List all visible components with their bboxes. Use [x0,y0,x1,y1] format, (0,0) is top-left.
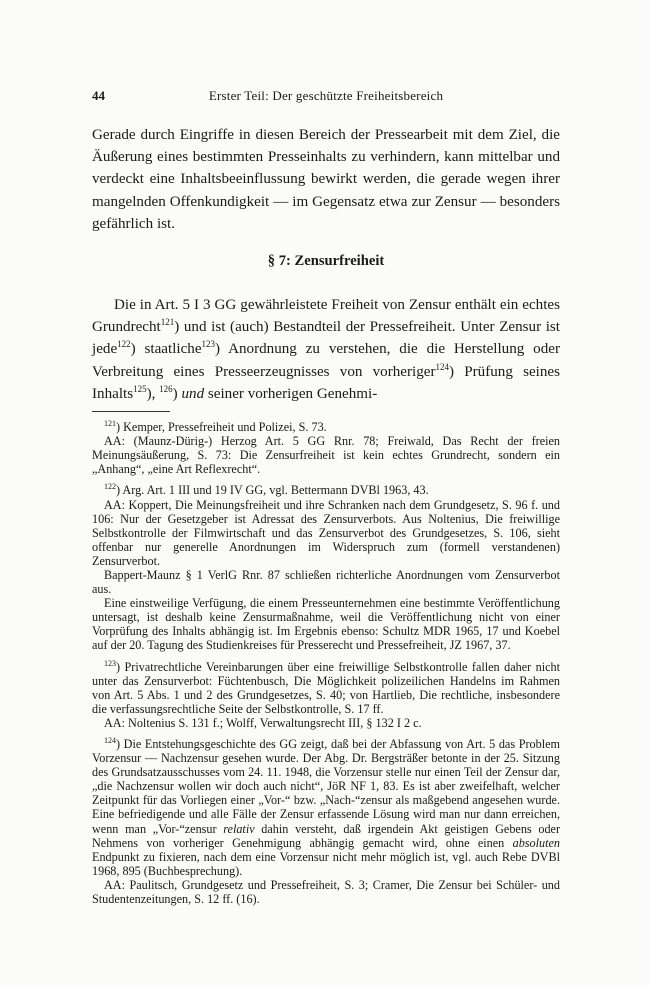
footnote-text: dahin versteht, daß irgendein Akt geistigen Gebens oder Nehmens von vorheriger Genehmigung abhängig gemacht wird, ohne einen [92,821,560,850]
book-page [92,88,560,913]
footnote-text: ) Arg. Art. 1 III und 19 IV GG, vgl. Bettermann DVBl 1963, 43. [116,483,429,498]
footnote-number: 121 [104,419,116,429]
section-heading: § 7: Zensurfreiheit [267,253,385,270]
paragraph-text: Die in Art. 5 I 3 GG gewährleistete Freiheit von Zensur enthält ein echtes Grundrecht [92,297,560,336]
footnote-ref: 124 [435,361,449,372]
emphasis-text: relativ [223,821,255,836]
footnote-number: 122 [104,482,116,492]
footnote-124 [92,737,560,906]
paragraph-text: ) Anordnung zu verstehen, die die Herstellung oder Verbreitung eines Presseerzeugnisses von vorheriger [92,341,560,380]
footnote-text: ) Kemper, Pressefreiheit und Polizei, S. 73. [116,420,327,435]
intro-paragraph: Gerade durch Eingriffe in diesen Bereich der Pressearbeit mit dem Ziel, die Äußerung eines bestimmten Presseinhalts zu verhindern, kann mittelbar und verdeckt eine Inhaltsbeeinflussung bewirkt werden, die gerade wegen ihrer mangelnden Offenkundigkeit — im Gegensatz etwa zur Zensur — besonders gefährlich ist. [92,127,560,232]
footnote-text: ) Die Entstehungsgeschichte des GG zeigt, daß bei der Abfassung von Art. 5 das Problem Vorzensur — Nachzensur gesehen wurde. Der Abg. Dr. Bergsträßer betonte in der 25. Sitzung des Grundsatzausschusses vom 24. 11. 1948, die Vorzensur stelle nur einen Teil der Zensur dar, „die Nachzensur wollen wir doch auch nicht“, JöR NF 1, 83. Es ist aber zweifelhaft, welcher Zeitpunkt für das Vorliegen einer „Vor-“ bzw. „Nach-“zensur als maßgebend angesehen wurde. Eine befriedigende und alle Fälle der Zensur erfassende Lösung wird man nur dann erreichen, wenn man „Vor-“zensur [92,737,560,836]
footnote-line [92,737,560,878]
footnote-text: ) Privatrechtliche Vereinbarungen über eine freiwillige Selbstkontrolle fallen daher nicht unter das Zensurverbot: Füchtenbusch, Die Möglichkeit polizeilichen Handelns im Rahmen von Art. 5 Abs. 1 und 2 des Grundgesetzes, S. 40; von Hartlieb, Die rechtliche, insbesondere die verfassungsrechtliche Seite der Selbstkontrolle, S. 17 ff. [92,659,560,716]
footnote-line: AA: (Maunz-Dürig-) Herzog Art. 5 GG Rnr. 78; Freiwald, Das Recht der freien Meinungsäußerung, S. 73: Die Zensurfreiheit ist kein echtes Grundrecht, sondern ein „Anhang“, „eine Art Reflexrecht“. [92,434,560,477]
footnote-line: AA: Paulitsch, Grundgesetz und Pressefreiheit, S. 3; Cramer, Die Zensur bei Schüler- und Studentenzeitungen, S. 12 ff. (16). [92,877,560,907]
main-paragraph [92,294,560,405]
footnote-ref: 125 [133,383,147,394]
emphasis-text: absoluten [512,835,560,850]
running-header [92,88,560,110]
footnote-number: 124 [104,736,116,745]
paragraph-text: ) staatliche [130,341,202,358]
footnote-line [92,660,560,716]
emphasis-text: und [181,385,205,402]
running-title: Erster Teil: Der geschützte Freiheitsbereich [208,88,444,103]
paragraph-text: ) und ist (auch) Bestandteil der Pressefreiheit. Unter Zensur ist jede [92,319,560,358]
footnote-number: 123 [104,658,116,668]
page-number: 44 [92,88,105,103]
footnote-line: AA: Noltenius S. 131 f.; Wolff, Verwaltungsrecht III, § 132 I 2 c. [104,715,422,730]
footnote-ref: 126 [159,383,173,394]
footnote-line: Eine einstweilige Verfügung, die einem Presseunternehmen eine bestimmte Veröffentlichung untersagt, ist deshalb keine Zensurmaßnahme, weil die Veröffentlichung nicht von einer Vorprüfung des Inhalts abhängig ist. Im Ergebnis ebenso: Schultz MDR 1965, 17 und Koebel auf der 20. Tagung des Studienkreises für Presserecht und Pressefreiheit, JZ 1967, 37. [92,596,560,653]
footnote-line [92,483,560,497]
footnote-line [92,420,560,434]
paragraph-text: ), [146,385,160,402]
paragraph-text: seiner vorherigen Genehmi- [204,385,378,402]
footnote-separator [92,411,170,412]
footnote-121 [92,420,560,476]
footnote-ref: 123 [201,339,216,350]
footnote-123 [92,660,560,730]
footnote-ref: 121 [160,317,175,328]
footnote-line: AA: Koppert, Die Meinungsfreiheit und ihre Schranken nach dem Grundgesetz, S. 96 f. und 106: Nur der Gesetzgeber ist Adressat des Zensurverbots. Aus Noltenius, Die freiwillige Selbstkontrolle der Filmwirtschaft und das Zensurverbot des Grundgesetzes, S. 106, sieht offenbar nur generelle Anordnungen im Widerspruch zum (formell verstandenen) Zensurverbot. [92,497,560,568]
footnote-ref: 122 [117,339,131,350]
paragraph-text: ) [172,385,182,402]
paragraph-text: ) Prüfung seines Inhalts [92,363,560,402]
footnote-line: Bappert-Maunz § 1 VerlG Rnr. 87 schließen richterliche Anordnungen vom Zensurverbot aus. [92,567,560,597]
footnote-122 [92,483,560,652]
footnotes [92,420,560,906]
footnote-text: Endpunkt zu fixieren, nach dem eine Vorzensur nicht mehr möglich ist, vgl. auch Rebe DVBl 1968, 895 (Buchbesprechung). [92,849,560,878]
